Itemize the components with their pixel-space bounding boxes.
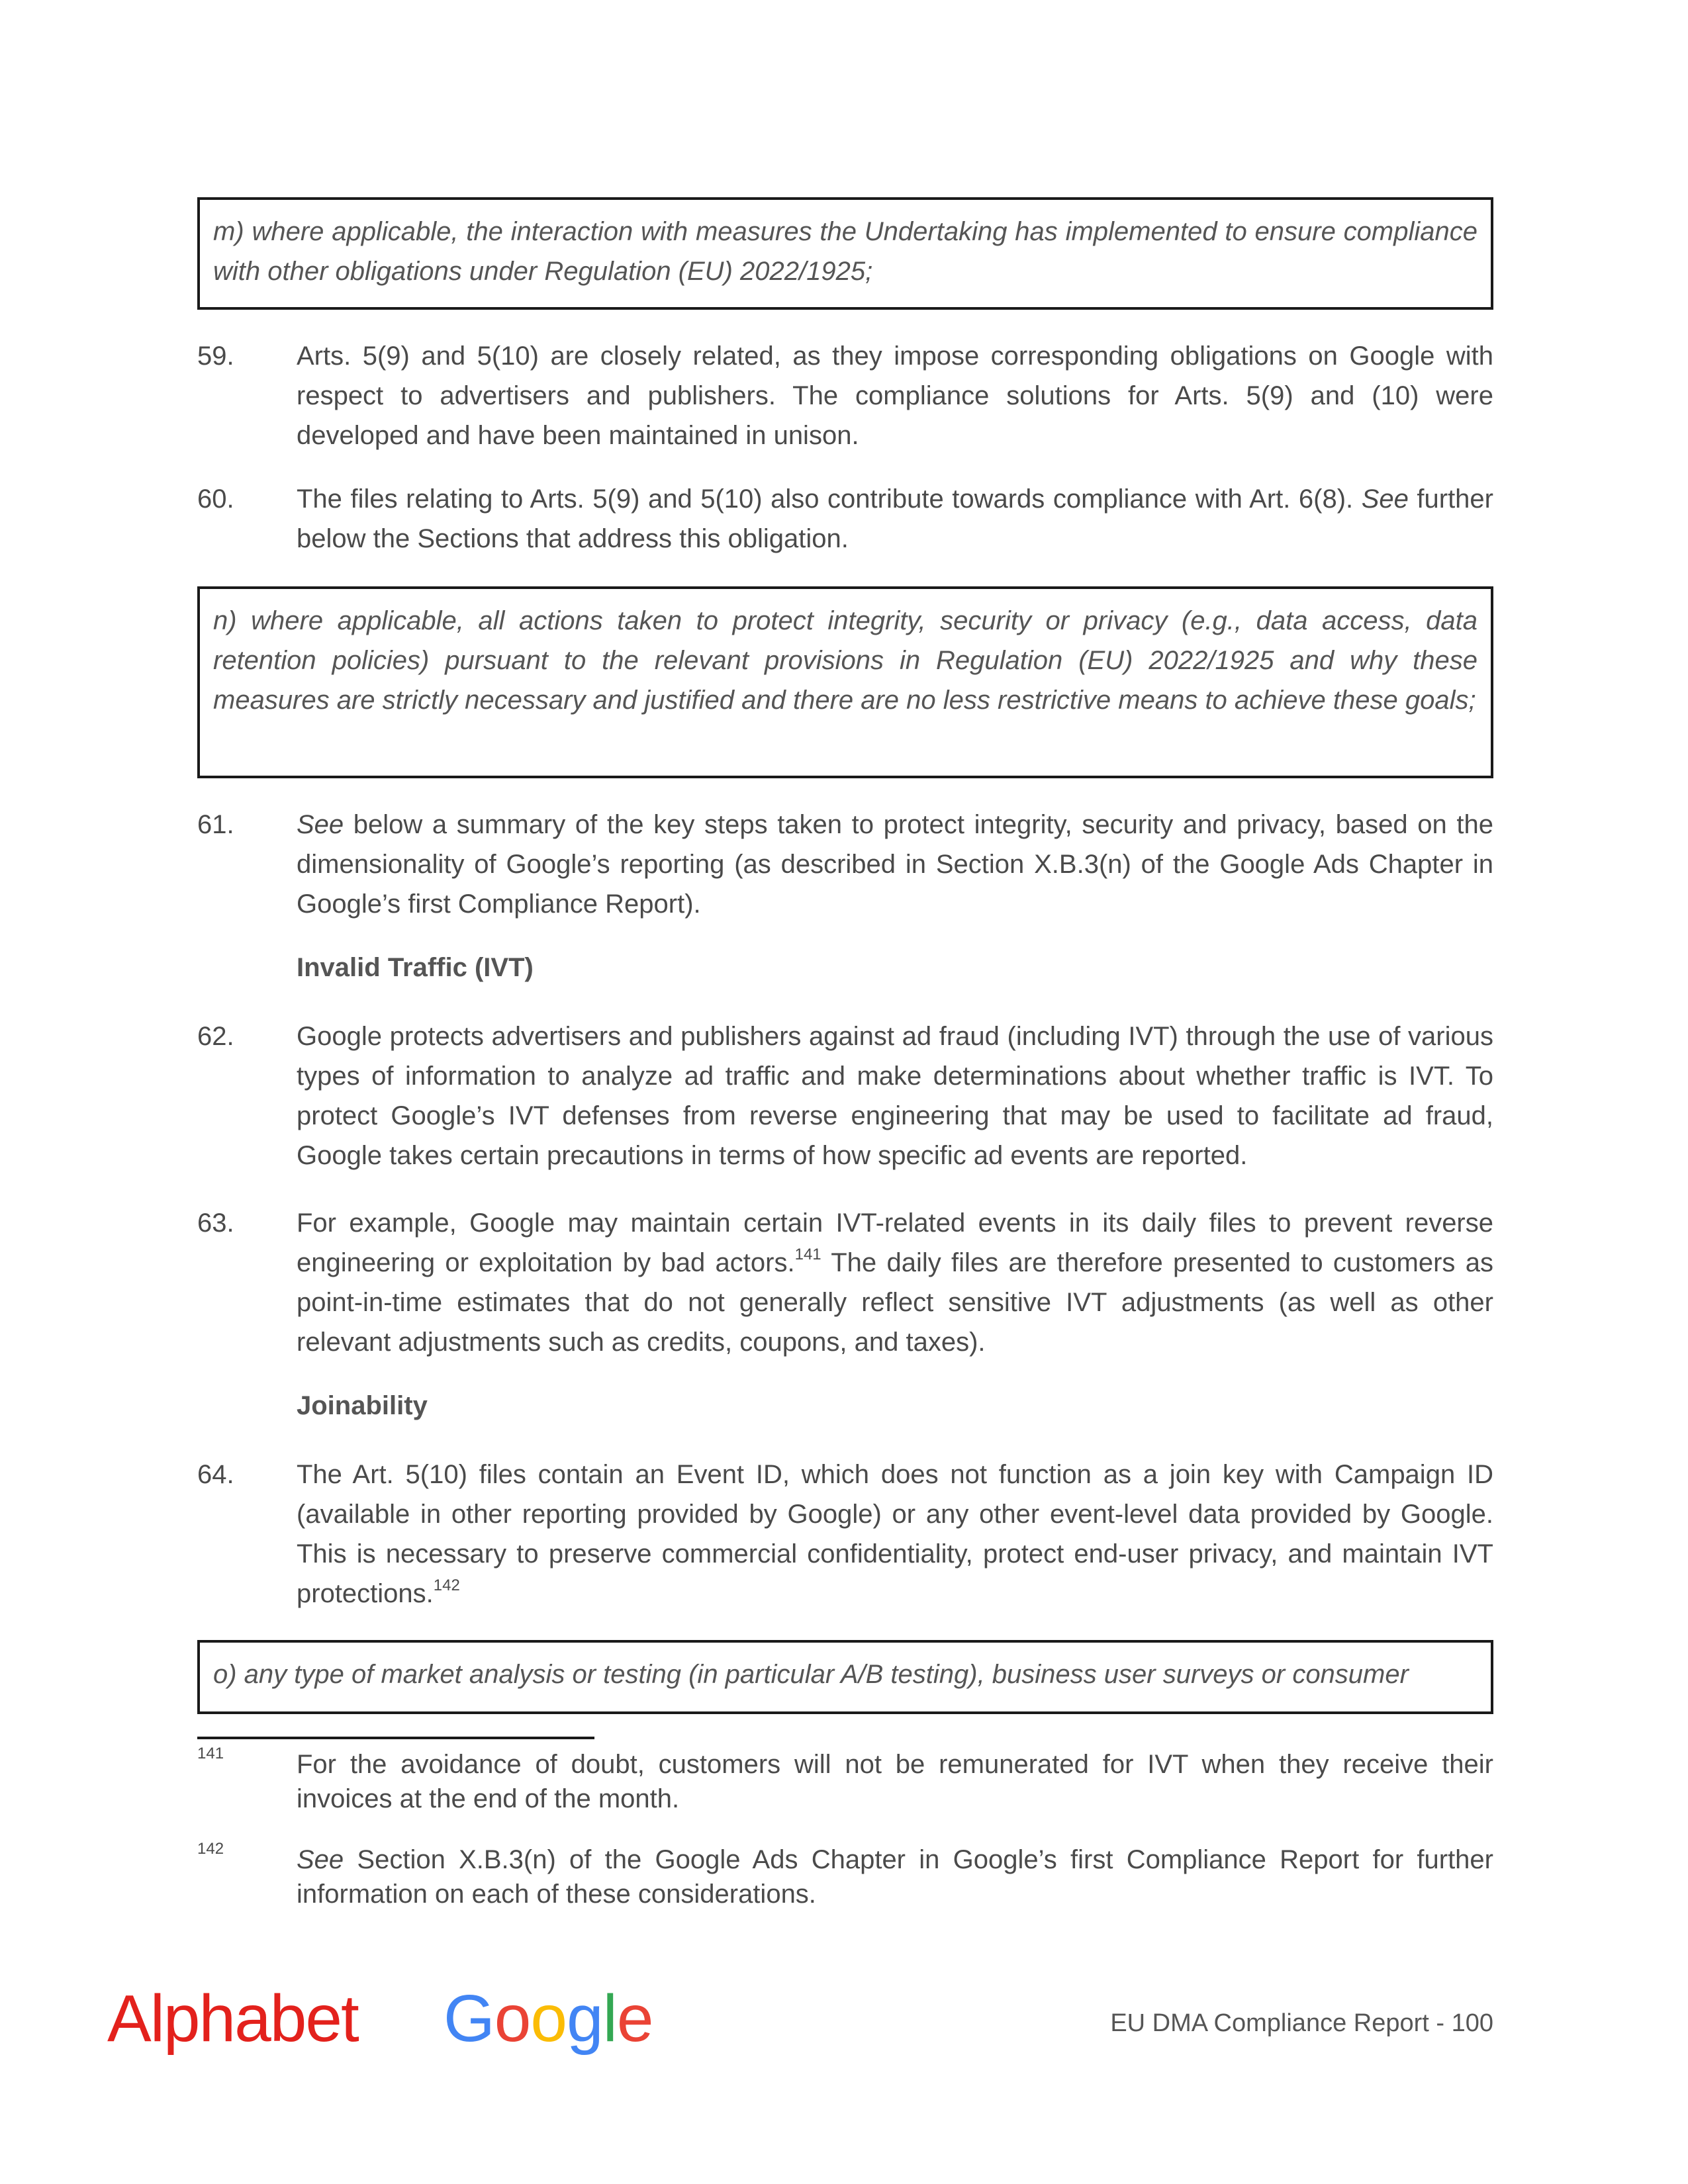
paragraph-60 bbox=[197, 479, 1493, 559]
footnote-142 bbox=[197, 1840, 1493, 1911]
requirement-box-o bbox=[197, 1640, 1493, 1714]
section-heading-ivt: Invalid Traffic (IVT) bbox=[297, 953, 534, 982]
paragraph-number: 60. bbox=[197, 484, 234, 514]
paragraph-text: Google protects advertisers and publishers against ad fraud (including IVT) through the use of various types of information to analyze ad traffic and make determinations about whether traffic is IVT. To protect Google’s IVT defenses from reverse engineering that may be used to facilitate ad fraud, Google takes certain precautions in terms of how specific ad events are reported. bbox=[297, 1022, 1493, 1170]
paragraph-64 bbox=[197, 1455, 1493, 1614]
paragraph-63 bbox=[197, 1203, 1493, 1362]
footnote-ref-142[interactable]: 142 bbox=[433, 1576, 460, 1594]
footnote-ref-141[interactable]: 141 bbox=[794, 1245, 821, 1263]
requirement-box-m bbox=[197, 197, 1493, 310]
paragraph-number: 63. bbox=[197, 1208, 234, 1238]
paragraph-59 bbox=[197, 336, 1493, 455]
requirement-text-n: n) where applicable, all actions taken to protect integrity, security or privacy (e.g., data access, data retention policies) pursuant to the relevant provisions in Regulation (EU) 2022/1925 and why these measures are strictly necessary and justified and there are no less restrictive means to achieve these goals; bbox=[213, 606, 1477, 715]
paragraph-text: The Art. 5(10) files contain an Event ID, which does not function as a join key with Campaign ID (available in other reporting provided by Google) or any other event-level data provided by Google. This is necessary to preserve commercial confidentiality, protect end-user privacy, and maintain IVT protections.$^{142}$ bbox=[297, 1460, 1493, 1608]
footnote-number: 141 bbox=[197, 1745, 224, 1762]
paragraph-text: See below a summary of the key steps taken to protect integrity, security and privacy, based on the dimensionality of Google’s reporting (as described in Section X.B.3(n) of the Google Ads Chapter in Google’s first Compliance Report). bbox=[297, 810, 1493, 919]
paragraph-number: 59. bbox=[197, 341, 234, 371]
paragraph-61 bbox=[197, 805, 1493, 924]
footnote-separator bbox=[197, 1737, 594, 1739]
page-footer-label: EU DMA Compliance Report - 100 bbox=[1110, 2009, 1493, 2037]
footnote-141 bbox=[197, 1747, 1493, 1816]
paragraph-number: 64. bbox=[197, 1460, 234, 1489]
footnote-text: For the avoidance of doubt, customers will not be remunerated for IVT when they receive their invoices at the end of the month. bbox=[297, 1750, 1493, 1813]
section-heading-joinability: Joinability bbox=[297, 1391, 428, 1420]
paragraph-number: 62. bbox=[197, 1022, 234, 1051]
paragraph-62 bbox=[197, 1017, 1493, 1175]
requirement-box-n bbox=[197, 586, 1493, 778]
paragraph-number: 61. bbox=[197, 810, 234, 839]
google-logo: Google bbox=[444, 1981, 653, 2056]
requirement-text-o: o) any type of market analysis or testing (in particular A/B testing), business user surveys or consumer bbox=[213, 1660, 1409, 1689]
paragraph-text: The files relating to Arts. 5(9) and 5(10) also contribute towards compliance with Art. 6(8). See further below the Sections that address this obligation. bbox=[297, 484, 1493, 553]
footnote-text: See Section X.B.3(n) of the Google Ads Chapter in Google’s first Compliance Report for further information on each of these considerations. bbox=[297, 1845, 1493, 1909]
footnote-number: 142 bbox=[197, 1840, 224, 1858]
paragraph-text: Arts. 5(9) and 5(10) are closely related, as they impose corresponding obligations on Google with respect to advertisers and publishers. The compliance solutions for Arts. 5(9) and (10) were developed and have been maintained in unison. bbox=[297, 341, 1493, 450]
requirement-text-m: m) where applicable, the interaction with measures the Undertaking has implemented to ensure compliance with other obligations under Regulation (EU) 2022/1925; bbox=[213, 217, 1477, 286]
alphabet-logo: Alphabet bbox=[107, 1981, 358, 2056]
paragraph-text: For example, Google may maintain certain IVT-related events in its daily files to prevent reverse engineering or exploitation by bad actors.$^{141}$ The daily files are therefore presented to customers as point-in-time estimates that do not generally reflect sensitive IVT adjustments (as well as other relevant adjustments such as credits, coupons, and taxes). bbox=[297, 1208, 1493, 1357]
